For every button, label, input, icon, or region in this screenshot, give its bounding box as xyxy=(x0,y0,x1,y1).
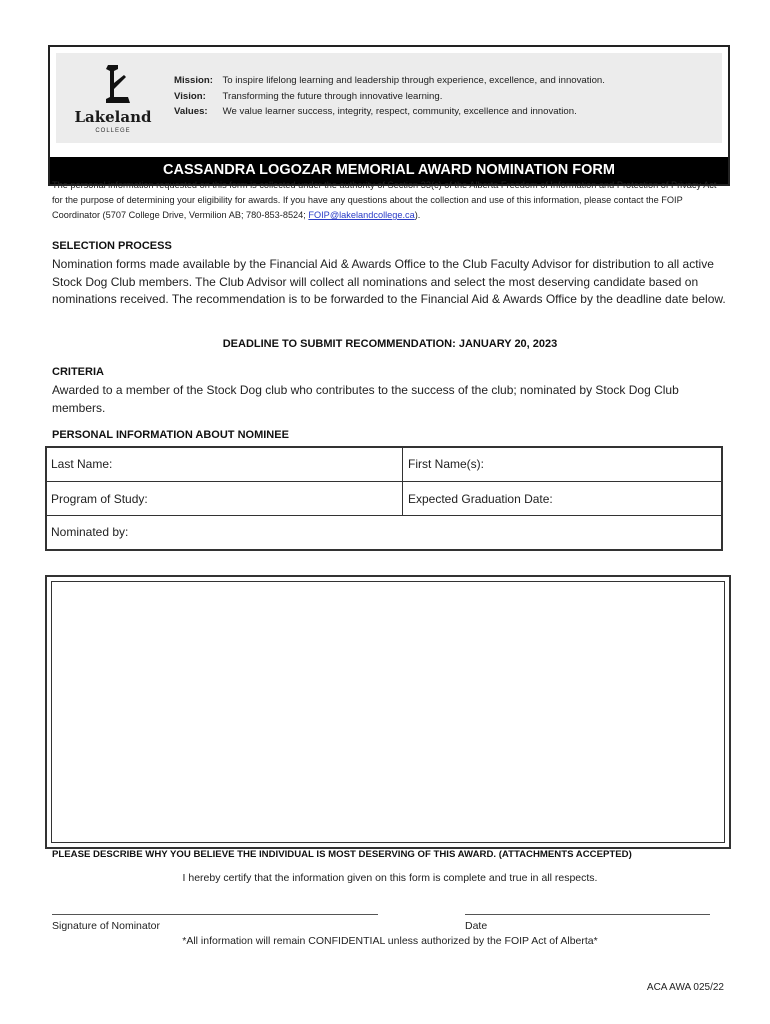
header-box xyxy=(48,45,730,186)
signature-line[interactable] xyxy=(52,914,378,915)
deadline-text: DEADLINE TO SUBMIT RECOMMENDATION: JANUARY 20, 2023 xyxy=(222,338,558,350)
mission-vision-values xyxy=(174,73,605,120)
nominated-by-field[interactable]: Nominated by: xyxy=(51,525,129,539)
privacy-text: The personal information requested on this form is collected under the authority of Section 33(c) of the Alberta Freedom of Information and Protection of Privacy Act for the purpose of determining your eligibility for awards. If you have any questions about the collection and use of this information, please contact the FOIP Coordinator (5707 College Drive, Vermilion AB; 780-853-8524; xyxy=(52,180,717,220)
description-caption: PLEASE DESCRIBE WHY YOU BELIEVE THE INDIVIDUAL IS MOST DESERVING OF THIS AWARD. (ATTACHMENTS ACCEPTED) xyxy=(52,849,632,860)
values-label: Values: xyxy=(174,106,208,117)
foip-email-link[interactable]: FOIP@lakelandcollege.ca xyxy=(308,210,415,220)
vision-row xyxy=(174,89,605,105)
table-divider xyxy=(402,448,403,515)
form-code: ACA AWA 025/22 xyxy=(646,982,724,993)
values-text: We value learner success, integrity, respect, community, excellence and innovation. xyxy=(222,106,577,117)
program-of-study-field[interactable]: Program of Study: xyxy=(51,492,148,506)
selection-heading: SELECTION PROCESS xyxy=(52,240,172,252)
last-name-field[interactable]: Last Name: xyxy=(51,457,113,471)
graduation-date-field[interactable]: Expected Graduation Date: xyxy=(408,492,553,506)
first-name-field[interactable]: First Name(s): xyxy=(408,457,484,471)
criteria-heading: CRITERIA xyxy=(52,366,104,378)
mission-text: To inspire lifelong learning and leadership through experience, excellence, and innovation. xyxy=(222,75,605,86)
header-banner xyxy=(56,53,722,143)
privacy-notice xyxy=(52,178,724,223)
privacy-end: ). xyxy=(414,210,421,220)
values-row xyxy=(174,104,605,120)
selection-text: Nomination forms made available by the Financial Aid & Awards Office to the Club Faculty Advisor for distribution to all active Stock Dog Club members. The Club Advisor will collect all nominations and select the most deserving candidate based on nominations received. The recommendation is to be forwarded to the Financial Aid & Awards Office by the deadline date below. xyxy=(52,257,726,306)
description-textarea[interactable] xyxy=(51,581,725,843)
vision-label: Vision: xyxy=(174,90,206,102)
form-title: CASSANDRA LOGOZAR MEMORIAL AWARD NOMINATION FORM xyxy=(50,157,728,184)
mission-row xyxy=(174,73,605,89)
description-box xyxy=(45,575,731,849)
nominee-info-table xyxy=(45,446,723,551)
vision-text: Transforming the future through innovative learning. xyxy=(222,90,443,102)
criteria-text: Awarded to a member of the Stock Dog club who contributes to the success of the club; nominated by Stock Dog Club members. xyxy=(52,383,679,415)
logo-subtitle: COLLEGE xyxy=(95,128,131,134)
logo-name: Lakeland xyxy=(74,108,152,126)
table-divider xyxy=(47,481,721,482)
college-logo xyxy=(68,63,158,137)
mission-label: Mission: xyxy=(174,75,213,86)
confidential-notice: *All information will remain CONFIDENTIAL unless authorized by the FOIP Act of Alberta* xyxy=(182,935,598,947)
nominee-heading: PERSONAL INFORMATION ABOUT NOMINEE xyxy=(52,429,289,441)
date-label: Date xyxy=(465,920,488,932)
lakeland-l-logo-icon xyxy=(102,63,132,107)
table-divider xyxy=(47,515,721,516)
date-line[interactable] xyxy=(465,914,710,915)
signature-label: Signature of Nominator xyxy=(52,920,160,932)
certify-statement: I hereby certify that the information given on this form is complete and true in all respects. xyxy=(182,872,598,884)
